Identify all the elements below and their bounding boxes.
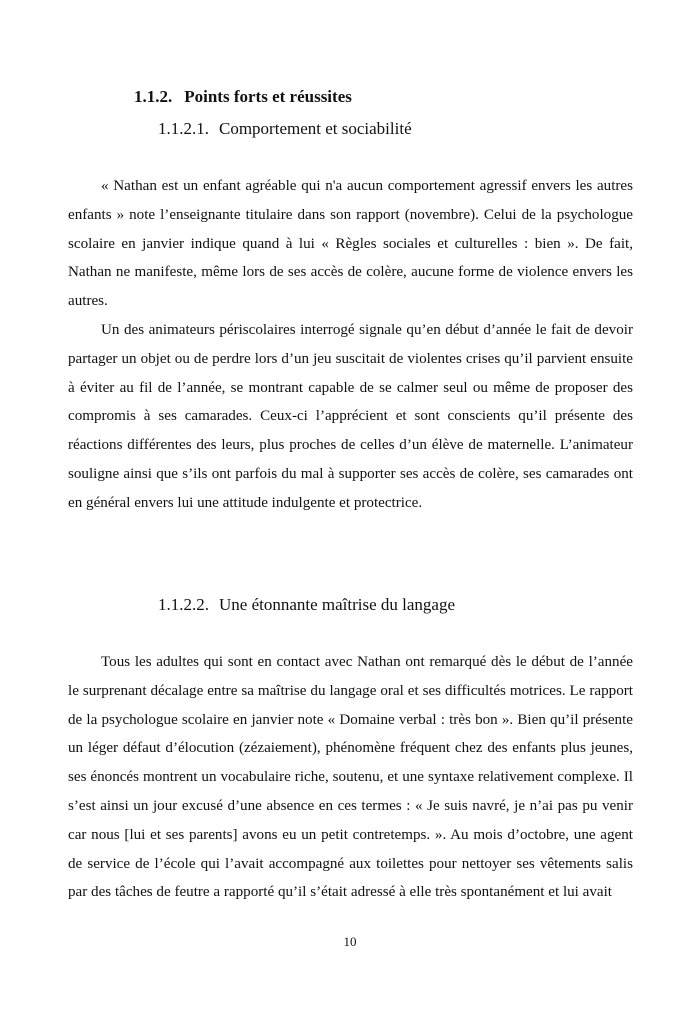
subsection-title: Comportement et sociabilité [219,119,412,138]
subsection-title: Une étonnante maîtrise du langage [219,595,456,614]
subsection-number: 1.1.2.2. [158,595,209,614]
section-number: 1.1.2. [134,87,173,106]
section-heading [134,86,352,108]
paragraph-maitrise-langage: Tous les adultes qui sont en contact avec Nathan ont remarqué dès le début de l’année le surprenant décalage entre sa maîtrise du langage oral et ses difficultés motrices. Le rapport de la psychologue scolaire en janvier note « Domaine verbal : très bon ». Bien qu’il présente un léger défaut d’élocution (zézaiement), phénomène fréquent chez des enfants plus jeunes, ses énoncés montrent un vocabulaire riche, soutenu, et une syntaxe relativement complexe. Il s’est ainsi un jour excusé d’une absence en ces termes : « Je suis navré, je n’ai pas pu venir car nous [lui et ses parents] avons eu un petit contretemps. ». Au mois d’octobre, une agent de service de l’école qui l’avait accompagné aux toilettes pour nettoyer ses vêtements salis par des tâches de feutre a rapporté qu’il s’était adressé à elle très spontanément et lui avait [68,654,633,901]
subsection-heading-langage [158,594,455,616]
paragraph-rapport-enseignante: « Nathan est un enfant agréable qui n'a aucun comportement agressif envers les autres enfants » note l’enseignante titulaire dans son rapport (novembre). Celui de la psychologue scolaire en janvier indique quand à lui « Règles sociales et culturelles : bien ». De fait, Nathan ne manifeste, même lors de ses accès de colère, aucune forme de violence envers les autres. [68,178,633,310]
page-number: 10 [343,934,357,949]
paragraph-animateur: Un des animateurs périscolaires interrogé signale qu’en début d’année le fait de devoir partager un objet ou de perdre lors d’un jeu suscitait de violentes crises qu’il parvient ensuite à éviter au fil de l’année, se montrant capable de se calmer seul ou même de proposer des compromis à ses camarades. Ceux-ci l’apprécient et sont conscients qu’il présente des réactions différentes des leurs, plus proches de celles d’un élève de maternelle. L’animateur souligne ainsi que s’ils ont parfois du mal à supporter ses accès de colère, ses camarades ont en général envers lui une attitude indulgente et protectrice. [68,322,633,511]
subsection-heading-comportement [158,118,412,140]
section-title: Points forts et réussites [184,87,352,106]
subsection-number: 1.1.2.1. [158,119,209,138]
